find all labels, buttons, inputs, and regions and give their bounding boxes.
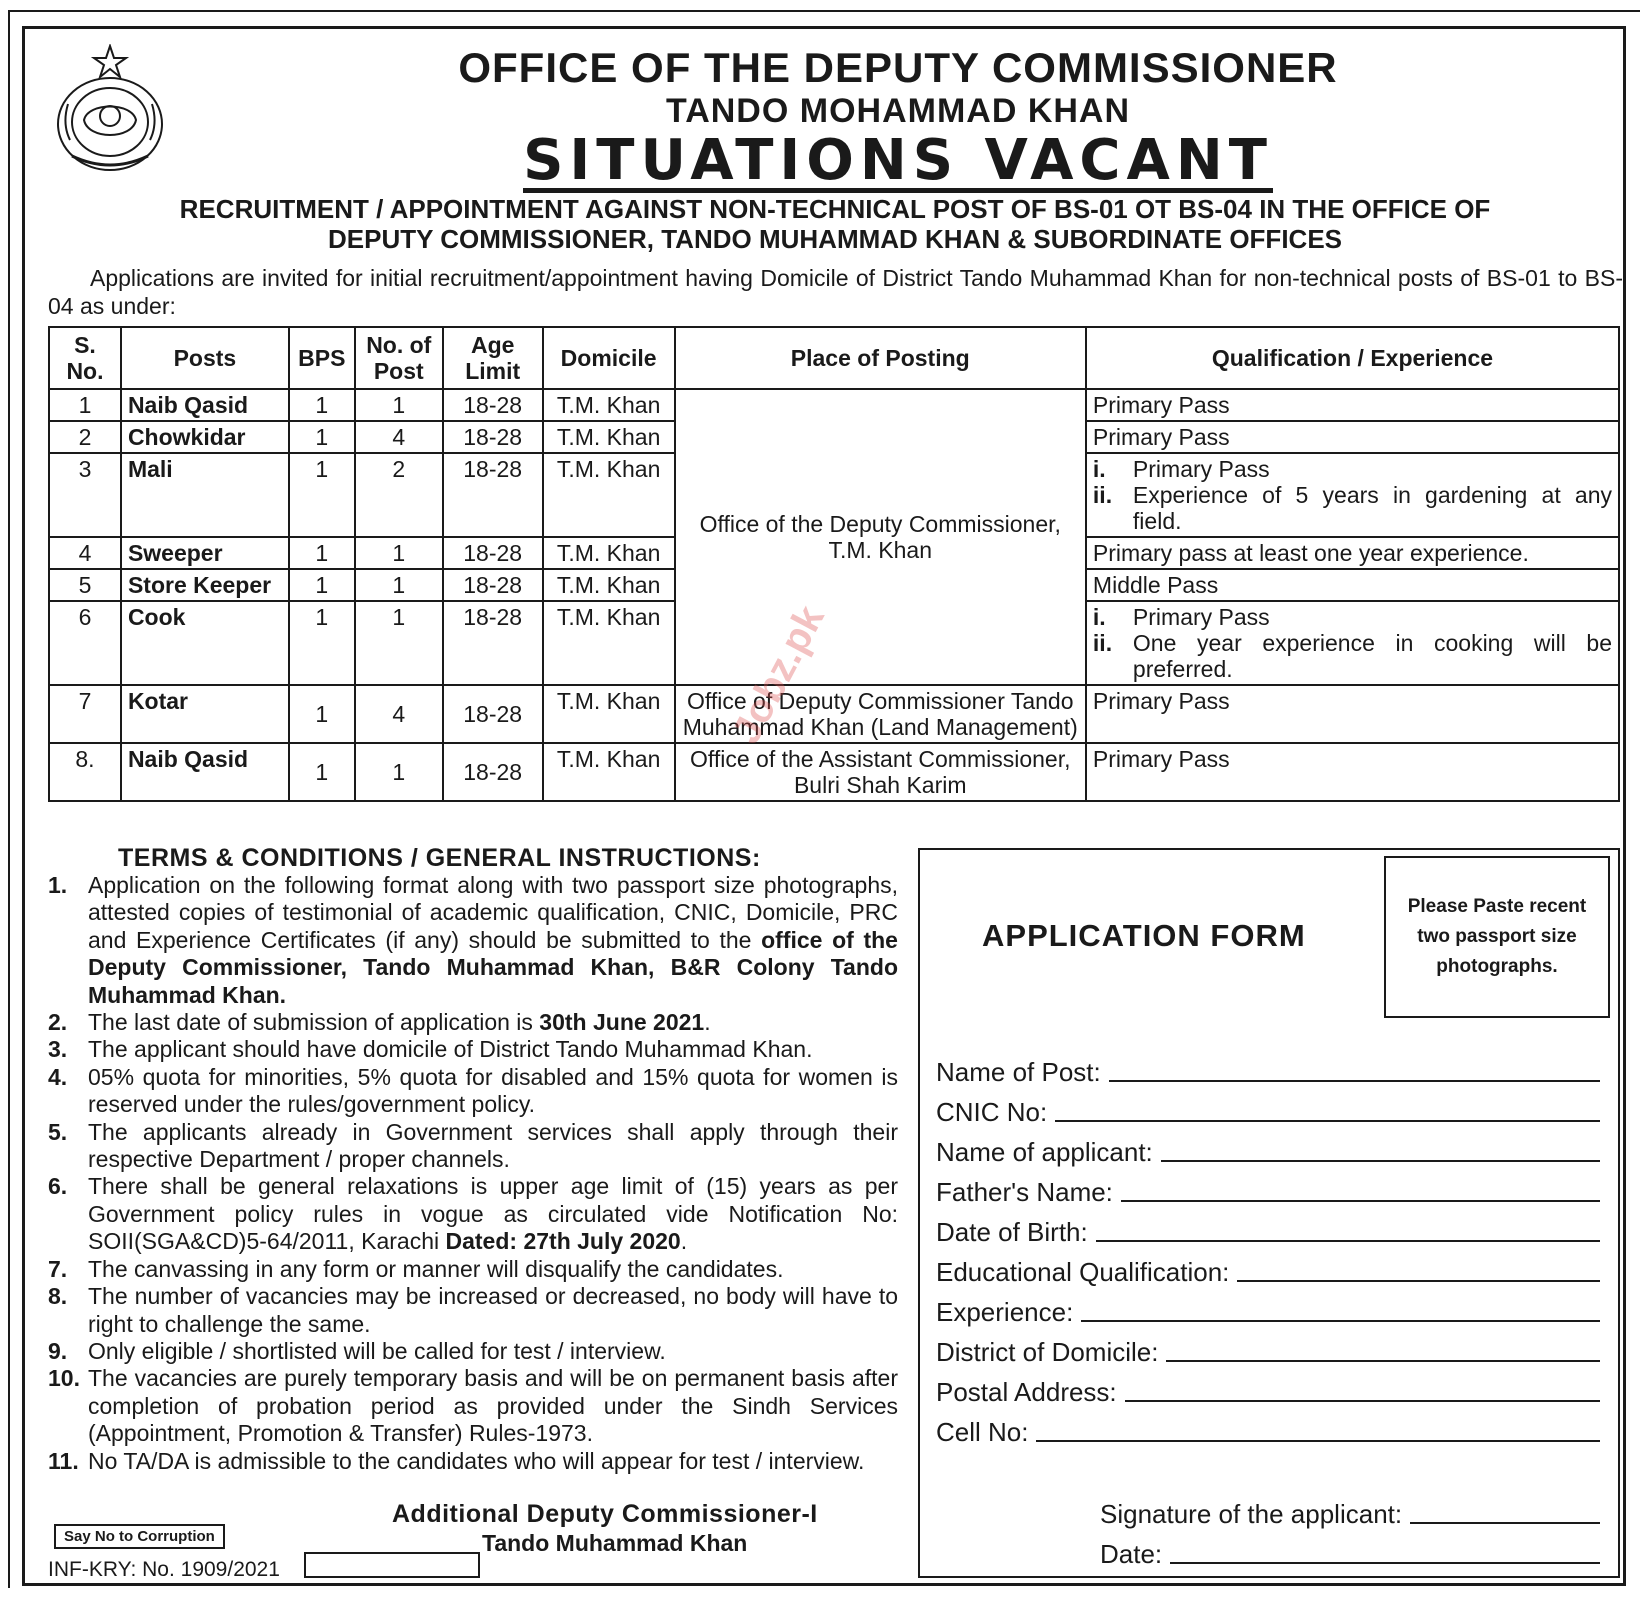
cell-post: Kotar xyxy=(121,685,289,743)
field-date[interactable] xyxy=(1100,1530,1600,1570)
term-number: 2. xyxy=(48,1009,68,1036)
signatory-place: Tando Muhammad Khan xyxy=(482,1530,748,1556)
term-number: 10. xyxy=(48,1365,80,1392)
term-body: 05% quota for minorities, 5% quota for disabled and 15% quota for women is reserved under the rules/government policy. xyxy=(88,1063,898,1118)
cell-sno: 2 xyxy=(49,421,121,453)
subtitle-line1: RECRUITMENT / APPOINTMENT AGAINST NON-TECHNICAL POST OF BS-01 OT BS-04 IN THE OFFICE OF xyxy=(179,194,1491,224)
field-blank[interactable] xyxy=(1096,1240,1600,1242)
term-body: Application on the following format along with two passport size photographs, attested copies of testimonial of academic qualification, CNIC, Domicile, PRC and Experience Certificates (if any) should be submitted to the xyxy=(88,872,898,953)
qual-text: One year experience in cooking will be preferred. xyxy=(1132,630,1612,682)
term-body: Only eligible / shortlisted will be called for test / interview. xyxy=(88,1337,666,1364)
cell-post: Chowkidar xyxy=(121,421,289,453)
term-item xyxy=(48,1338,898,1365)
cell-bps: 1 xyxy=(289,421,355,453)
term-text xyxy=(88,1365,898,1447)
cell-qualification: Primary Pass xyxy=(1086,685,1619,743)
cell-place: Office of the Assistant Commissioner, Bulri Shah Karim xyxy=(675,743,1086,801)
cell-age: 18-28 xyxy=(443,601,543,685)
cell-bps: 1 xyxy=(289,453,355,537)
term-text xyxy=(88,1064,898,1119)
term-item xyxy=(48,1256,898,1283)
term-text xyxy=(88,1283,898,1338)
field-label: Educational Qualification: xyxy=(936,1257,1230,1287)
cell-post: Cook xyxy=(121,601,289,685)
cell-qualification: Primary Pass xyxy=(1086,743,1619,801)
signature-block xyxy=(1100,1490,1600,1570)
roman-numeral: ii. xyxy=(1092,630,1113,656)
cell-age: 18-28 xyxy=(443,685,543,743)
subtitle xyxy=(40,194,1630,254)
field-experience[interactable] xyxy=(936,1288,1600,1328)
table-row xyxy=(49,389,1619,421)
signatory-title: Additional Deputy Commissioner-I xyxy=(392,1500,818,1528)
reference-number: INF-KRY: No. 1909/2021 xyxy=(48,1558,280,1581)
term-text xyxy=(88,1009,898,1036)
watermark: Jobz.pk xyxy=(724,598,833,751)
cell-num: 2 xyxy=(355,453,443,537)
field-label: Name of applicant: xyxy=(936,1137,1153,1167)
cell-age: 18-28 xyxy=(443,389,543,421)
term-item xyxy=(48,1365,898,1447)
cell-domicile: T.M. Khan xyxy=(543,569,675,601)
qual-text: Primary Pass xyxy=(1132,604,1270,630)
col-place: Place of Posting xyxy=(675,327,1086,389)
field-blank[interactable] xyxy=(1237,1280,1600,1282)
term-item xyxy=(48,1009,898,1036)
urdu-slogan-stamp xyxy=(304,1552,480,1578)
field-label: Postal Address: xyxy=(936,1377,1117,1407)
term-body: No TA/DA is admissible to the candidates who will appear for test / interview. xyxy=(88,1447,865,1474)
cell-age: 18-28 xyxy=(443,537,543,569)
cell-post: Naib Qasid xyxy=(121,389,289,421)
table-header-row xyxy=(49,327,1619,389)
col-posts: Posts xyxy=(121,327,289,389)
term-number: 7. xyxy=(48,1255,68,1282)
cell-post: Store Keeper xyxy=(121,569,289,601)
term-number: 9. xyxy=(48,1337,68,1364)
term-text xyxy=(88,1338,898,1365)
field-name-of-post[interactable] xyxy=(936,1048,1600,1088)
field-blank[interactable] xyxy=(1161,1160,1600,1162)
field-label: District of Domicile: xyxy=(936,1337,1159,1367)
photo-placeholder: Please Paste recent two passport size photographs. xyxy=(1384,856,1610,1018)
cell-age: 18-28 xyxy=(443,421,543,453)
term-text xyxy=(88,1448,898,1475)
cell-place-shared: Office of the Deputy Commissioner, T.M. Khan xyxy=(675,389,1086,685)
field-blank[interactable] xyxy=(1036,1440,1600,1442)
cell-domicile: T.M. Khan xyxy=(543,743,675,801)
cell-domicile: T.M. Khan xyxy=(543,389,675,421)
cell-num: 1 xyxy=(355,601,443,685)
term-item xyxy=(48,1283,898,1338)
term-item xyxy=(48,1119,898,1174)
field-blank[interactable] xyxy=(1121,1200,1600,1202)
terms-list xyxy=(48,872,898,1475)
field-blank[interactable] xyxy=(1109,1080,1600,1082)
anti-corruption-badge: Say No to Corruption xyxy=(54,1524,225,1549)
cell-num: 1 xyxy=(355,743,443,801)
field-label: Experience: xyxy=(936,1297,1074,1327)
cell-domicile: T.M. Khan xyxy=(543,685,675,743)
cell-domicile: T.M. Khan xyxy=(543,453,675,537)
cell-num: 4 xyxy=(355,685,443,743)
cell-qualification: Primary Pass xyxy=(1086,421,1619,453)
field-father-name[interactable] xyxy=(936,1168,1600,1208)
cell-sno: 1 xyxy=(49,389,121,421)
cell-domicile: T.M. Khan xyxy=(543,601,675,685)
field-label: Father's Name: xyxy=(936,1177,1113,1207)
field-signature[interactable] xyxy=(1100,1490,1600,1530)
term-number: 4. xyxy=(48,1063,68,1090)
terms-title: TERMS & CONDITIONS / GENERAL INSTRUCTIONS: xyxy=(118,844,761,872)
cell-qualification xyxy=(1086,601,1619,685)
term-item xyxy=(48,1448,898,1475)
cell-age: 18-28 xyxy=(443,569,543,601)
cell-qualification: Primary pass at least one year experience. xyxy=(1086,537,1619,569)
col-domicile: Domicile xyxy=(543,327,675,389)
col-sno: S. No. xyxy=(49,327,121,389)
term-item xyxy=(48,872,898,1009)
field-cell-no[interactable] xyxy=(936,1408,1600,1448)
field-blank[interactable] xyxy=(1170,1562,1600,1564)
term-item xyxy=(48,1064,898,1119)
term-item xyxy=(48,1173,898,1255)
cell-sno: 4 xyxy=(49,537,121,569)
term-after: . xyxy=(704,1009,711,1036)
term-number: 8. xyxy=(48,1283,68,1310)
field-blank[interactable] xyxy=(1055,1120,1600,1122)
term-text xyxy=(88,1256,898,1283)
term-body: The last date of submission of application is xyxy=(88,1009,540,1036)
field-label: Date of Birth: xyxy=(936,1217,1088,1247)
cell-bps: 1 xyxy=(289,389,355,421)
term-body: The applicant should have domicile of District Tando Muhammad Khan. xyxy=(88,1036,813,1063)
term-bold: Dated: 27th July 2020 xyxy=(445,1228,681,1255)
term-item xyxy=(48,1036,898,1063)
term-number: 11. xyxy=(48,1447,79,1474)
district-title: TANDO MOHAMMAD KHAN xyxy=(665,92,1131,130)
term-number: 6. xyxy=(48,1173,68,1200)
term-number: 5. xyxy=(48,1118,68,1145)
term-bold: 30th June 2021 xyxy=(539,1009,705,1036)
cell-sno: 8. xyxy=(49,743,121,801)
form-fields xyxy=(936,1048,1600,1448)
cell-post: Naib Qasid xyxy=(121,743,289,801)
cell-num: 1 xyxy=(355,537,443,569)
headline-wrap xyxy=(180,128,1616,193)
field-cnic[interactable] xyxy=(936,1088,1600,1128)
field-label: Cell No: xyxy=(936,1417,1029,1447)
cell-post: Mali xyxy=(121,453,289,537)
intro-paragraph: Applications are invited for initial recruitment/appointment having Domicile of District Tando Muhammad Khan for non-technical posts of BS-01 to BS-04 as under: xyxy=(48,265,1623,319)
term-body: The applicants already in Government services shall apply through their respective Department / proper channels. xyxy=(88,1118,898,1173)
term-bold: office of the Deputy Commissioner, Tando Muhammad Khan, B&R Colony Tando Muhammad Khan. xyxy=(88,926,898,1008)
cell-bps: 1 xyxy=(289,569,355,601)
qual-item xyxy=(1093,604,1612,630)
cell-bps: 1 xyxy=(289,743,355,801)
term-number: 3. xyxy=(48,1036,68,1063)
cell-num: 4 xyxy=(355,421,443,453)
term-text xyxy=(88,1119,898,1174)
qual-text: Primary Pass xyxy=(1132,456,1270,482)
roman-numeral: i. xyxy=(1092,604,1106,630)
field-blank[interactable] xyxy=(1166,1360,1600,1362)
cell-domicile: T.M. Khan xyxy=(543,421,675,453)
qual-item xyxy=(1093,630,1612,682)
office-title: OFFICE OF THE DEPUTY COMMISSIONER xyxy=(458,44,1338,91)
cell-sno: 6 xyxy=(49,601,121,685)
col-num: No. of Post xyxy=(355,327,443,389)
term-body: The number of vacancies may be increased or decreased, no body will have to right to challenge the same. xyxy=(88,1283,898,1337)
term-text xyxy=(88,872,898,1009)
qual-text: Experience of 5 years in gardening at any field. xyxy=(1132,482,1612,534)
cell-qualification: Middle Pass xyxy=(1086,569,1619,601)
field-blank[interactable] xyxy=(1081,1320,1600,1322)
cell-place: Office of Deputy Commissioner Tando Muhammad Khan (Land Management) xyxy=(675,685,1086,743)
table-row xyxy=(49,743,1619,801)
cell-qualification xyxy=(1086,453,1619,537)
application-form-title: APPLICATION FORM xyxy=(982,918,1306,953)
table-row xyxy=(49,685,1619,743)
term-number: 1. xyxy=(48,872,68,898)
subtitle-line2: DEPUTY COMMISSIONER, TANDO MUHAMMAD KHAN & SUBORDINATE OFFICES xyxy=(328,224,1342,254)
field-applicant-name[interactable] xyxy=(936,1128,1600,1168)
field-label: Date: xyxy=(1100,1539,1163,1569)
cell-sno: 3 xyxy=(49,453,121,537)
field-blank[interactable] xyxy=(1410,1522,1600,1524)
cell-domicile: T.M. Khan xyxy=(543,537,675,569)
term-after: . xyxy=(680,1228,688,1255)
col-qualification: Qualification / Experience xyxy=(1086,327,1619,389)
roman-numeral: ii. xyxy=(1092,482,1113,508)
term-text xyxy=(88,1173,898,1255)
cell-post: Sweeper xyxy=(121,537,289,569)
field-blank[interactable] xyxy=(1125,1400,1600,1402)
term-body: The canvassing in any form or manner will disqualify the candidates. xyxy=(88,1255,784,1282)
term-body: The vacancies are purely temporary basis and will be on permanent basis after completion of probation period as provided under the Sindh Services (Appointment, Promotion & Transfer) Rules-1973. xyxy=(88,1365,898,1447)
cell-bps: 1 xyxy=(289,537,355,569)
cell-sno: 5 xyxy=(49,569,121,601)
col-age: Age Limit xyxy=(443,327,543,389)
field-date-of-birth[interactable] xyxy=(936,1208,1600,1248)
cell-bps: 1 xyxy=(289,601,355,685)
cell-num: 1 xyxy=(355,389,443,421)
cell-age: 18-28 xyxy=(443,743,543,801)
term-text xyxy=(88,1036,898,1063)
field-label: Name of Post: xyxy=(936,1057,1101,1087)
headline: SITUATIONS VACANT xyxy=(523,128,1273,193)
field-label: Signature of the applicant: xyxy=(1100,1499,1403,1529)
field-postal-address[interactable] xyxy=(936,1368,1600,1408)
sindh-government-emblem-icon xyxy=(48,44,172,176)
cell-qualification: Primary Pass xyxy=(1086,389,1619,421)
field-domicile-district[interactable] xyxy=(936,1328,1600,1368)
cell-num: 1 xyxy=(355,569,443,601)
col-bps: BPS xyxy=(289,327,355,389)
qual-item xyxy=(1093,482,1612,534)
qual-item xyxy=(1093,456,1612,482)
field-label: CNIC No: xyxy=(936,1097,1048,1127)
field-education[interactable] xyxy=(936,1248,1600,1288)
roman-numeral: i. xyxy=(1092,456,1106,482)
term-body: There shall be general relaxations is upper age limit of (15) years as per Government policy rules in vogue as circulated vide Notification No: SOII(SGA&CD)5-64/2011, Karachi xyxy=(88,1173,898,1255)
cell-age: 18-28 xyxy=(443,453,543,537)
cell-sno: 7 xyxy=(49,685,121,743)
posts-table xyxy=(48,326,1620,802)
cell-bps: 1 xyxy=(289,685,355,743)
